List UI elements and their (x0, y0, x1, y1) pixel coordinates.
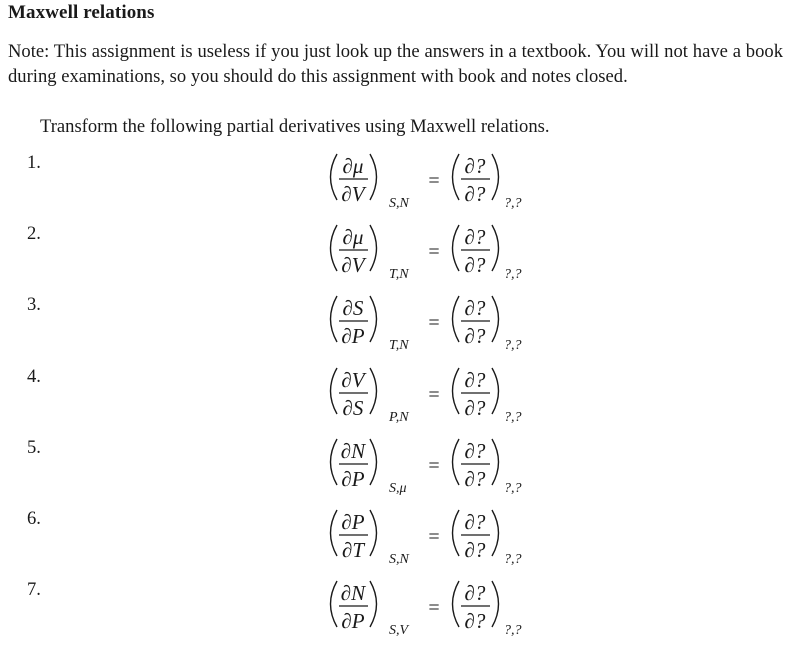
rhs-denominator: ∂? (464, 466, 486, 491)
problem-number: 2. (27, 223, 41, 245)
left-paren (331, 225, 338, 271)
note-paragraph: Note: This assignment is useless if you just look up the answers in a textbook. You will not have a book during examinations, so you should do this assignment with book and notes closed. (8, 41, 783, 87)
lhs-constants: S,N (389, 196, 409, 211)
right-paren (492, 225, 499, 271)
problem-item-6 (0, 508, 790, 572)
right-paren (492, 510, 499, 556)
rhs-numerator: ∂? (464, 154, 486, 178)
lhs-constants: S,V (389, 623, 409, 639)
problem-item-5 (0, 437, 790, 501)
equals-sign: = (428, 241, 440, 264)
problem-number: 6. (27, 508, 41, 529)
equation (320, 217, 550, 283)
lhs-denominator: ∂T (341, 538, 365, 562)
lhs-denominator: ∂V (341, 182, 365, 206)
left-paren (331, 296, 338, 342)
left-paren (331, 510, 338, 556)
rhs-denominator: ∂? (464, 395, 486, 420)
lhs-denominator: ∂V (341, 253, 365, 278)
rhs-denominator: ∂? (464, 253, 486, 278)
rhs-constants: ?,? (504, 267, 522, 283)
lhs-denominator: ∂P (341, 324, 365, 349)
equation (320, 573, 550, 639)
problem-item-3 (0, 294, 790, 358)
left-paren (331, 439, 338, 485)
problem-number: 1. (27, 152, 41, 173)
rhs-numerator: ∂? (464, 581, 486, 606)
right-paren (492, 154, 499, 200)
equals-sign: = (428, 383, 440, 406)
right-paren (492, 296, 499, 342)
lhs-denominator: ∂P (341, 609, 365, 634)
equation (320, 288, 550, 354)
equals-sign: = (428, 526, 440, 548)
rhs-constants: ?,? (504, 552, 522, 567)
equals-sign: = (428, 597, 440, 620)
right-paren (370, 368, 377, 414)
lhs-denominator: ∂S (342, 395, 364, 420)
problem-number: 4. (27, 365, 41, 387)
lhs-numerator: ∂P (341, 510, 365, 534)
instruction-text: Transform the following partial derivatives using Maxwell relations. (40, 116, 550, 137)
left-paren (453, 439, 460, 485)
equals-sign: = (428, 454, 440, 477)
left-paren (331, 368, 338, 414)
rhs-constants: ?,? (504, 409, 522, 425)
right-paren (370, 581, 377, 627)
rhs-constants: ?,? (504, 338, 522, 354)
left-paren (453, 154, 460, 200)
left-paren (453, 581, 460, 627)
equation (320, 431, 550, 496)
lhs-numerator: ∂N (340, 581, 366, 606)
left-paren (453, 368, 460, 414)
left-paren (453, 296, 460, 342)
left-paren (453, 510, 460, 556)
lhs-numerator: ∂N (340, 438, 366, 463)
lhs-numerator: ∂μ (342, 225, 364, 250)
equals-sign: = (428, 312, 440, 335)
rhs-denominator: ∂? (464, 182, 486, 206)
right-paren (492, 439, 499, 485)
right-paren (370, 510, 377, 556)
rhs-denominator: ∂? (464, 609, 486, 634)
lhs-numerator: ∂μ (342, 154, 364, 178)
rhs-numerator: ∂? (464, 438, 486, 463)
lhs-constants: T,N (389, 338, 409, 354)
lhs-numerator: ∂V (341, 367, 365, 392)
right-paren (492, 368, 499, 414)
rhs-numerator: ∂? (464, 367, 486, 392)
lhs-numerator: ∂S (342, 296, 364, 321)
right-paren (370, 296, 377, 342)
problem-item-4 (0, 366, 790, 430)
right-paren (370, 225, 377, 271)
problem-item-7 (0, 579, 790, 643)
equation (320, 502, 550, 567)
rhs-denominator: ∂? (464, 538, 486, 562)
right-paren (370, 154, 377, 200)
equals-sign: = (428, 170, 440, 192)
page-title: Maxwell relations (8, 2, 155, 23)
left-paren (453, 225, 460, 271)
lhs-constants: P,N (389, 409, 409, 425)
problem-item-1 (0, 152, 790, 216)
lhs-denominator: ∂P (341, 466, 365, 491)
equation (320, 146, 550, 211)
problem-number: 7. (27, 579, 41, 601)
lhs-constants: S,μ (389, 480, 407, 496)
rhs-numerator: ∂? (464, 296, 486, 321)
problem-number: 3. (27, 294, 41, 316)
lhs-constants: T,N (389, 267, 409, 283)
left-paren (331, 581, 338, 627)
rhs-numerator: ∂? (464, 510, 486, 534)
problem-item-2 (0, 223, 790, 287)
rhs-numerator: ∂? (464, 225, 486, 250)
rhs-constants: ?,? (504, 196, 522, 211)
rhs-constants: ?,? (504, 480, 522, 496)
left-paren (331, 154, 338, 200)
right-paren (492, 581, 499, 627)
problem-number: 5. (27, 436, 41, 458)
rhs-constants: ?,? (504, 623, 522, 639)
right-paren (370, 439, 377, 485)
equation (320, 360, 550, 425)
rhs-denominator: ∂? (464, 324, 486, 349)
lhs-constants: S,N (389, 552, 409, 567)
